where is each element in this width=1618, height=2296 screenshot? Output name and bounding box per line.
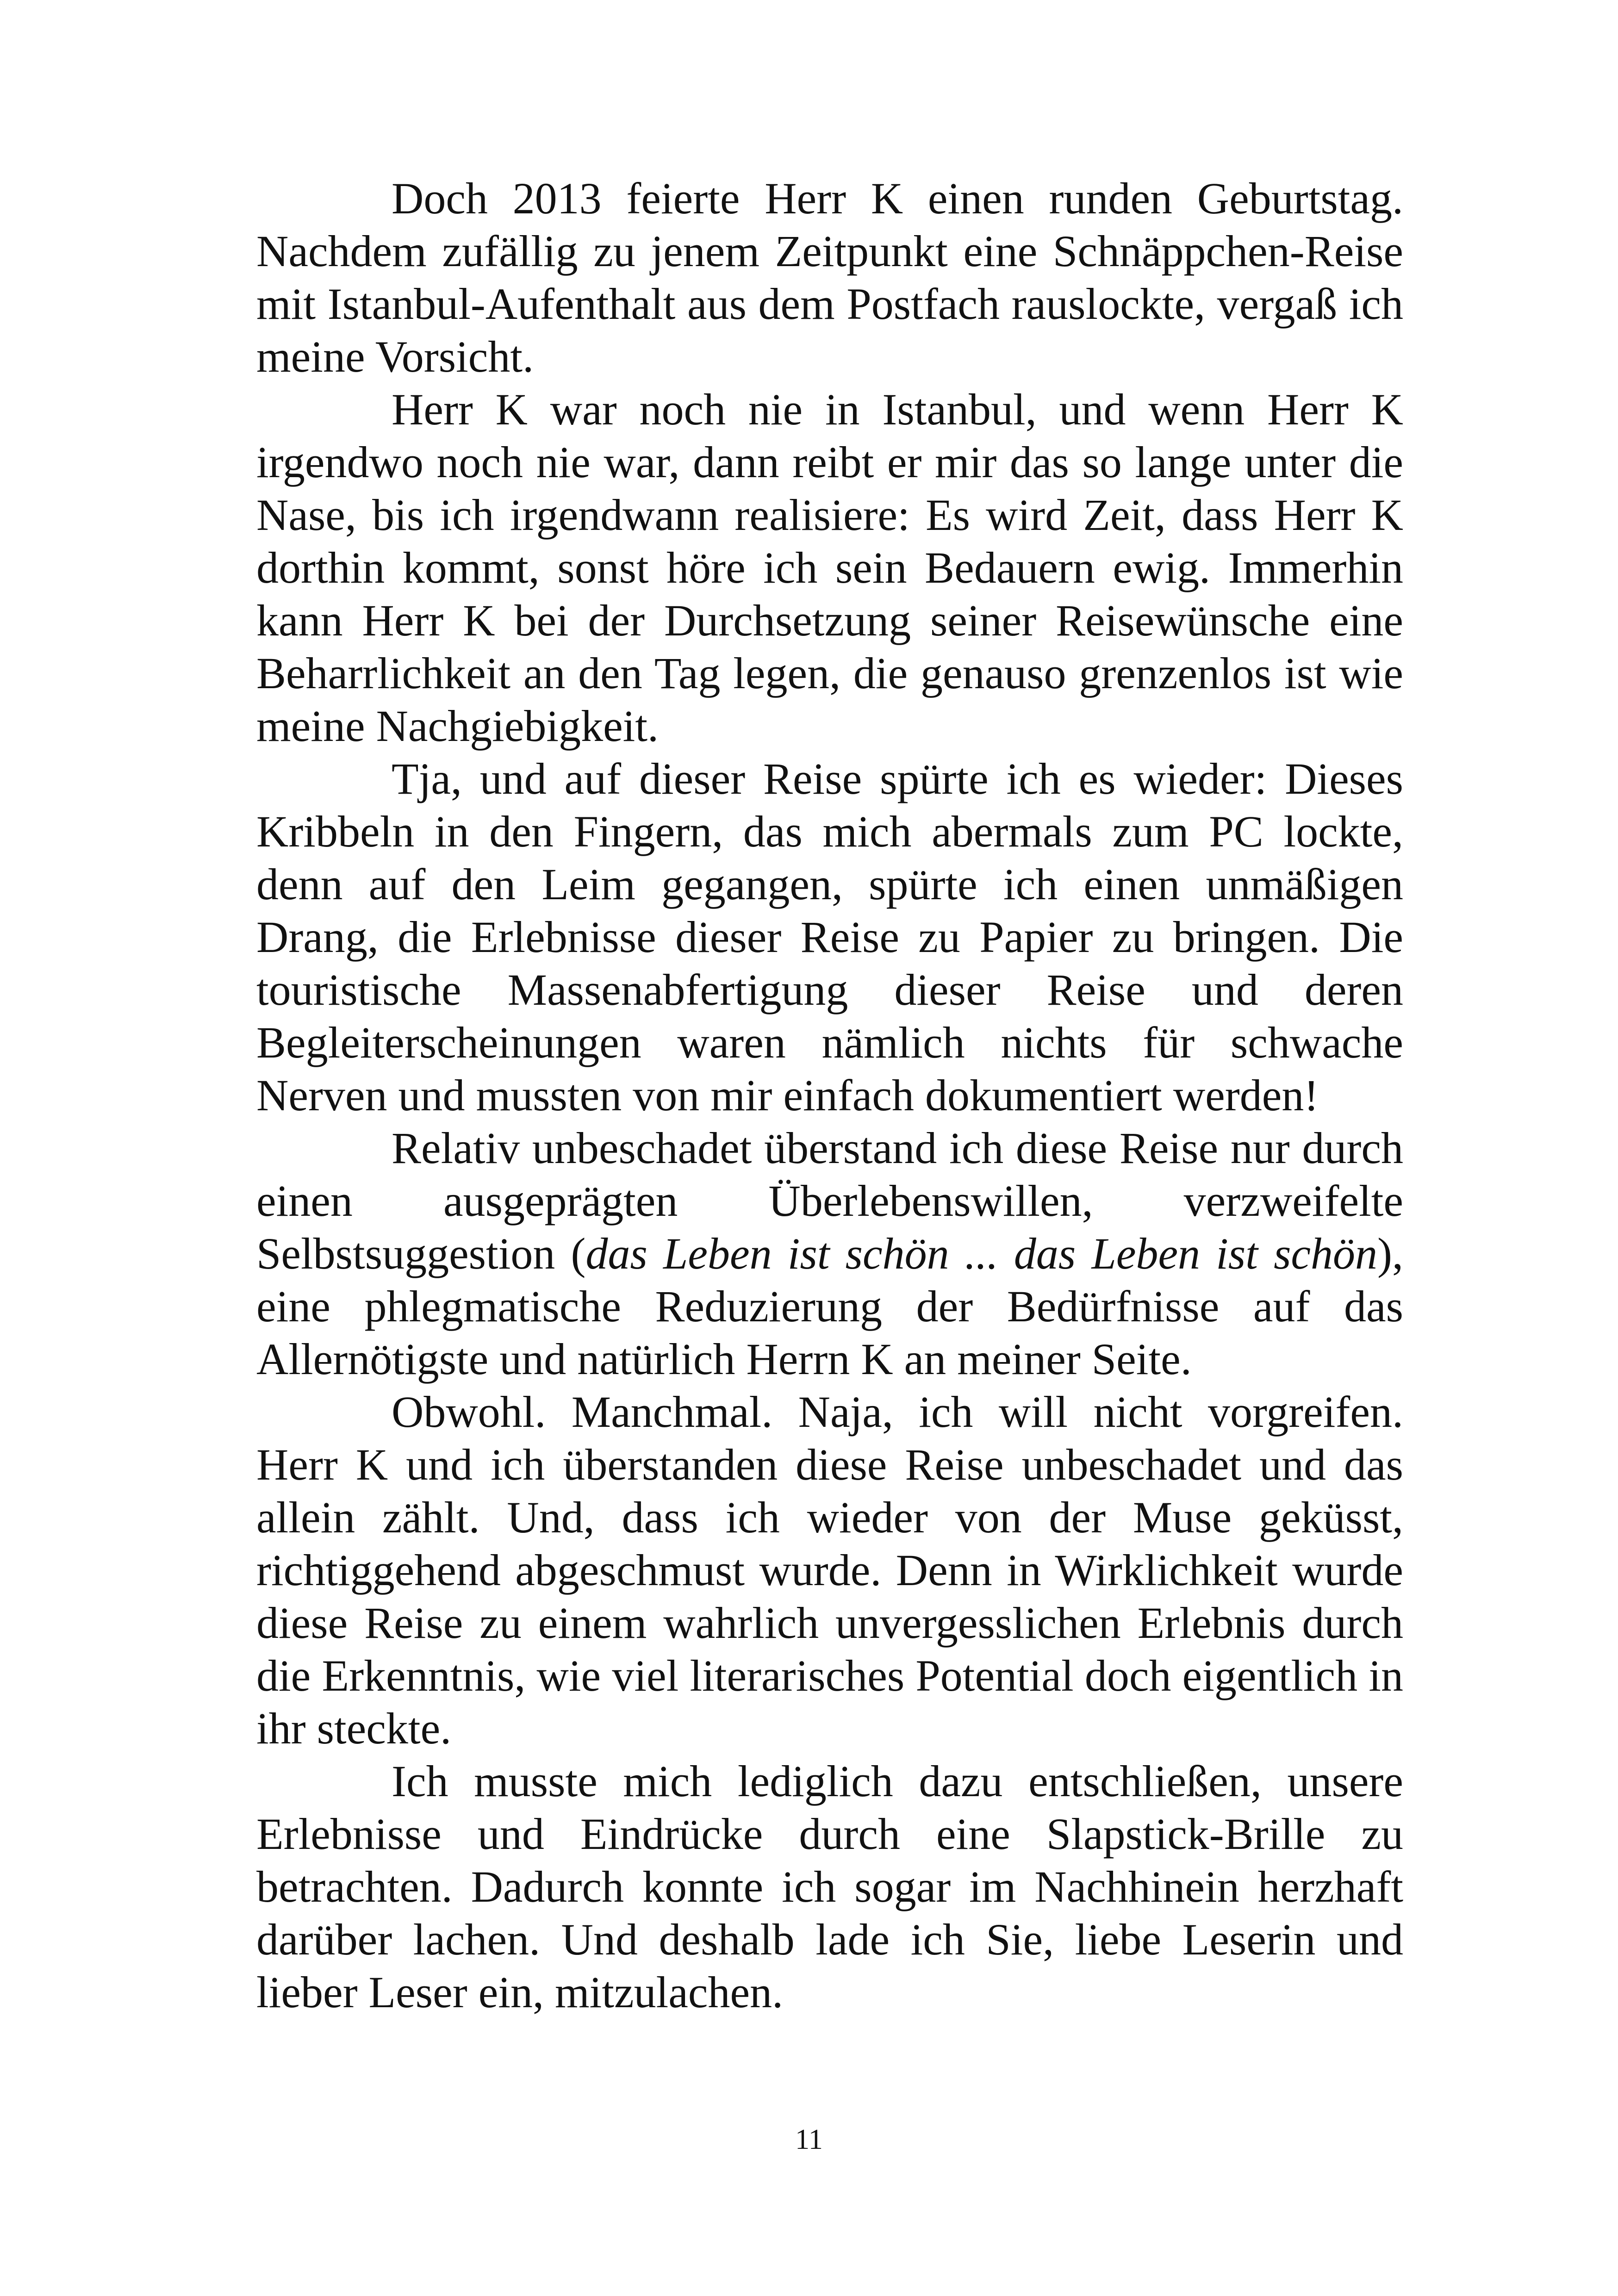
body-text: [256, 172, 1403, 2019]
paragraph-survival-text-start: Relativ unbeschadet überstand ich diese Reise nur durch einen ausgeprägten Überlebenswillen, verzweifelte Selbstsuggestion (: [256, 1123, 1403, 1278]
paragraph-muse: Obwohl. Manchmal. Naja, ich will nicht vorgreifen. Herr K und ich überstanden diese Reise unbeschadet und das allein zählt. Und, dass ich wieder von der Muse geküsst, richtiggehend abgeschmust wurde. Denn in Wirklichkeit wurde diese Reise zu einem wahrlich unvergesslichen Erlebnis durch die Erkenntnis, wie viel literarisches Potential doch eigentlich in ihr steckte.: [256, 1387, 1403, 1753]
paragraph-writing-urge: Tja, und auf dieser Reise spürte ich es wieder: Dieses Kribbeln in den Fingern, das mich abermals zum PC lockte, denn auf den Leim gegangen, spürte ich einen unmäßigen Drang, die Erlebnisse dieser Reise zu Papier zu bringen. Die touristische Massenabfertigung dieser Reise und deren Begleiterscheinungen waren nämlich nichts für schwache Nerven und mussten von mir einfach dokumentiert werden!: [256, 754, 1403, 1120]
paragraph-survival-text-end: ), eine phlegmatische Reduzierung der Bedürfnisse auf das Allernötigste und natürlich Herrn K an meiner Seite.: [256, 1229, 1403, 1384]
italic-quote: das Leben ist schön ... das Leben ist schön: [585, 1229, 1378, 1278]
paragraph-istanbul: Herr K war noch nie in Istanbul, und wenn Herr K irgendwo noch nie war, dann reibt er mir das so lange unter die Nase, bis ich irgendwann realisiere: Es wird Zeit, dass Herr K dorthin kommt, sonst höre ich sein Bedauern ewig. Immerhin kann Herr K bei der Durchsetzung seiner Reisewünsche eine Beharrlichkeit an den Tag legen, die genauso grenzenlos ist wie meine Nachgiebigkeit.: [256, 385, 1403, 751]
paragraph-birthday-trip: Doch 2013 feierte Herr K einen runden Geburtstag. Nachdem zufällig zu jenem Zeitpunkt eine Schnäppchen-Reise mit Istanbul-Aufenthalt aus dem Postfach rauslockte, vergaß ich meine Vorsicht.: [256, 174, 1403, 381]
paragraph-survival: [256, 1122, 1403, 1386]
paragraph-slapstick: Ich musste mich lediglich dazu entschließen, unsere Erlebnisse und Eindrücke durch eine Slapstick-Brille zu betrachten. Dadurch konnte ich sogar im Nachhinein herzhaft darüber lachen. Und deshalb lade ich Sie, liebe Leserin und lieber Leser ein, mitzulachen.: [256, 1756, 1403, 2017]
page-number: 11: [795, 2124, 823, 2155]
